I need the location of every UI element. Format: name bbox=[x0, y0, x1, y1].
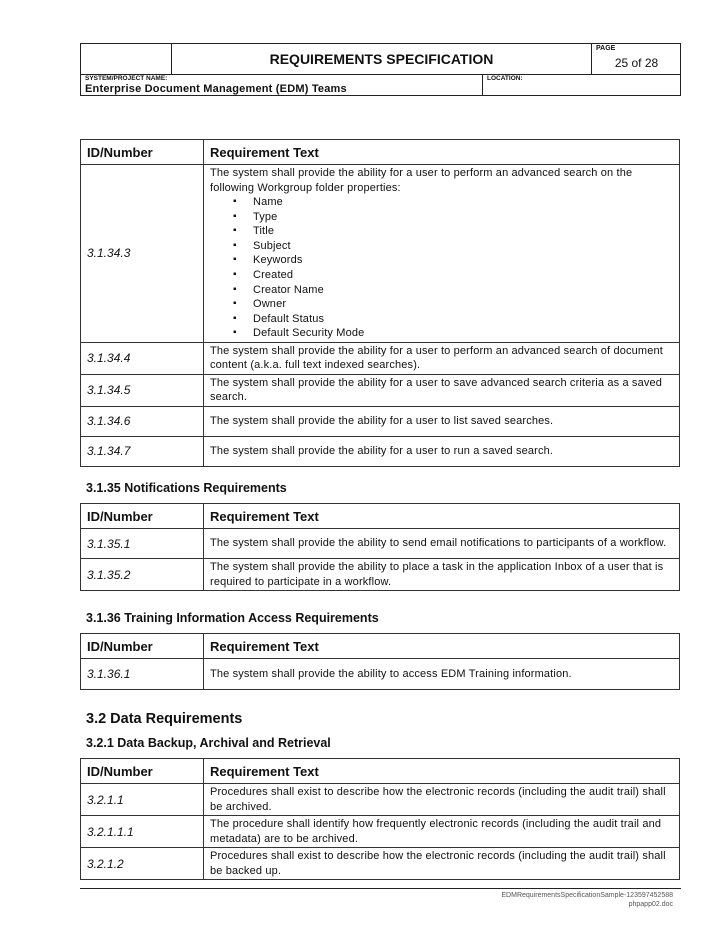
column-header-text: Requirement Text bbox=[204, 634, 680, 659]
list-item: ▪ Creator Name bbox=[233, 283, 673, 298]
table-row bbox=[81, 559, 680, 591]
column-header-text: Requirement Text bbox=[204, 140, 680, 165]
requirement-text: Procedures shall exist to describe how the electronic records (including the audit trail) shall be archived. bbox=[204, 784, 680, 816]
requirement-text: The system shall provide the ability for a user to run a saved search. bbox=[204, 436, 680, 466]
table-header-row bbox=[81, 504, 680, 529]
requirement-id: 3.1.36.1 bbox=[81, 659, 204, 690]
section-heading-data-backup: 3.2.1 Data Backup, Archival and Retrieval bbox=[86, 736, 331, 750]
requirement-id: 3.2.1.1.1 bbox=[81, 816, 204, 848]
system-project-name: Enterprise Document Management (EDM) Teams bbox=[85, 83, 347, 95]
requirements-table-data-backup bbox=[80, 758, 680, 880]
list-item: ▪ Owner bbox=[233, 297, 673, 312]
requirements-table-training bbox=[80, 633, 680, 690]
column-header-text: Requirement Text bbox=[204, 504, 680, 529]
requirement-id: 3.1.34.4 bbox=[81, 342, 204, 374]
requirement-text: The system shall provide the ability for a user to save advanced search criteria as a saved search. bbox=[204, 374, 680, 406]
column-header-id: ID/Number bbox=[81, 759, 204, 784]
requirement-id: 3.1.34.7 bbox=[81, 436, 204, 466]
requirement-text: The system shall provide the ability for a user to list saved searches. bbox=[204, 406, 680, 436]
section-heading-notifications: 3.1.35 Notifications Requirements bbox=[86, 481, 287, 495]
list-item: ▪ Title bbox=[233, 224, 673, 239]
table-row bbox=[81, 529, 680, 559]
requirements-table-notifications bbox=[80, 503, 680, 591]
list-item: ▪ Name bbox=[233, 195, 673, 210]
table-header-row bbox=[81, 634, 680, 659]
footer-filename bbox=[423, 891, 673, 909]
table-row bbox=[81, 374, 680, 406]
page-label: PAGE bbox=[596, 45, 616, 52]
list-item: ▪ Default Security Mode bbox=[233, 326, 673, 341]
footer-filename-line2: phpapp02.doc bbox=[628, 901, 673, 908]
list-item: ▪ Keywords bbox=[233, 253, 673, 268]
column-header-id: ID/Number bbox=[81, 634, 204, 659]
list-item: ▪ Default Status bbox=[233, 312, 673, 327]
requirement-id: 3.1.34.3 bbox=[81, 165, 204, 343]
table-row bbox=[81, 784, 680, 816]
table-header-row bbox=[81, 759, 680, 784]
table-row bbox=[81, 406, 680, 436]
list-item: ▪ Type bbox=[233, 210, 673, 225]
footer-filename-line1: EDMRequirementsSpecificationSample-123597452588 bbox=[501, 892, 673, 899]
table-row bbox=[81, 165, 680, 343]
table-row bbox=[81, 816, 680, 848]
requirement-text: The system shall provide the ability to access EDM Training information. bbox=[204, 659, 680, 690]
table-row bbox=[81, 342, 680, 374]
table-row bbox=[81, 848, 680, 880]
document-title: REQUIREMENTS SPECIFICATION bbox=[269, 51, 494, 67]
requirement-id: 3.1.35.1 bbox=[81, 529, 204, 559]
column-header-id: ID/Number bbox=[81, 140, 204, 165]
section-heading-training: 3.1.36 Training Information Access Requirements bbox=[86, 611, 379, 625]
requirement-text: The system shall provide the ability for a user to perform an advanced search of document content (a.k.a. full text indexed searches). bbox=[204, 342, 680, 374]
requirement-text: Procedures shall exist to describe how the electronic records (including the audit trail) shall be backed up. bbox=[204, 848, 680, 880]
requirement-id: 3.2.1.1 bbox=[81, 784, 204, 816]
requirement-text-intro: The system shall provide the ability for a user to perform an advanced search on the following Workgroup folder properties: bbox=[210, 167, 633, 194]
list-item: ▪ Created bbox=[233, 268, 673, 283]
requirement-text: The system shall provide the ability to place a task in the application Inbox of a user that is required to participate in a workflow. bbox=[204, 559, 680, 591]
table-row bbox=[81, 436, 680, 466]
system-project-label: SYSTEM/PROJECT NAME: bbox=[85, 75, 168, 82]
list-item: ▪ Subject bbox=[233, 239, 673, 254]
requirement-text bbox=[204, 165, 680, 343]
requirement-id: 3.1.34.6 bbox=[81, 406, 204, 436]
property-list bbox=[210, 195, 673, 341]
page-number: 25 of 28 bbox=[614, 56, 659, 70]
requirements-table-search bbox=[80, 139, 680, 467]
column-header-id: ID/Number bbox=[81, 504, 204, 529]
requirement-id: 3.1.34.5 bbox=[81, 374, 204, 406]
requirement-text: The procedure shall identify how frequently electronic records (including the audit trail and metadata) are to be archived. bbox=[204, 816, 680, 848]
column-header-text: Requirement Text bbox=[204, 759, 680, 784]
document-header bbox=[80, 43, 681, 96]
footer-divider bbox=[80, 888, 681, 889]
section-heading-data-requirements: 3.2 Data Requirements bbox=[86, 711, 243, 727]
location-label: LOCATION: bbox=[487, 75, 523, 82]
requirement-id: 3.2.1.2 bbox=[81, 848, 204, 880]
requirement-text: The system shall provide the ability to send email notifications to participants of a workflow. bbox=[204, 529, 680, 559]
requirement-id: 3.1.35.2 bbox=[81, 559, 204, 591]
table-header-row bbox=[81, 140, 680, 165]
table-row bbox=[81, 659, 680, 690]
